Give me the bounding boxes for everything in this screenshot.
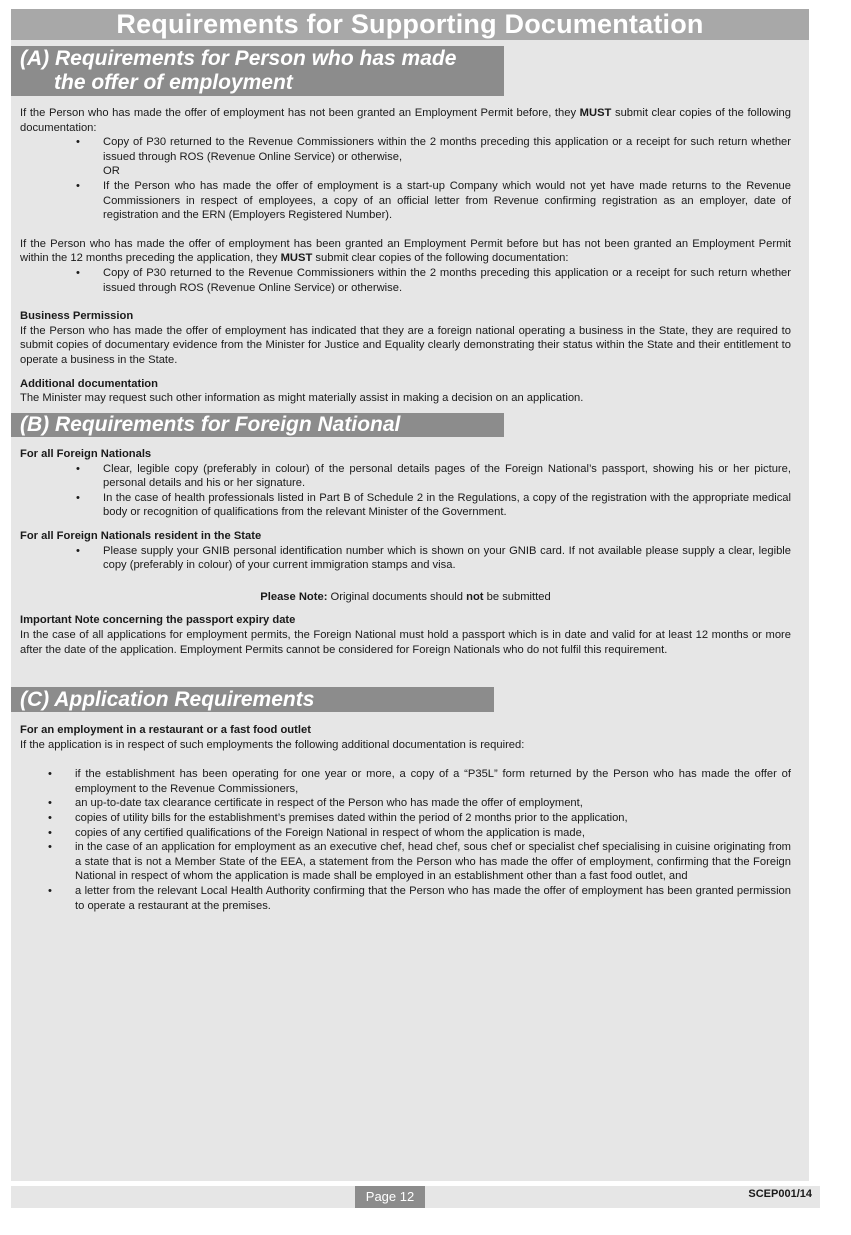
section-a-header: [11, 46, 504, 96]
page-number: Page 12: [355, 1186, 425, 1208]
resident-list: [20, 544, 791, 573]
list-item: [20, 767, 791, 796]
intro2-text: If the Person who has made the offer of employment has been granted an Employment Permit before but has not been granted an Employment Permit within the 12 months preceding the application, they: [20, 237, 791, 265]
additional-documentation-text: The Minister may request such other information as might materially assist in making a decision on an application.: [20, 392, 584, 405]
list-item-text: copies of any certified qualifications of the Foreign National in respect of whom the application is made,: [75, 826, 585, 839]
section-a-header-line1: (A) Requirements for Person who has made: [20, 47, 457, 70]
restaurant-intro: If the application is in respect of such employments the following additional documentation is required:: [20, 738, 525, 751]
page-title: Requirements for Supporting Documentation: [11, 9, 809, 40]
bullet-icon: •: [76, 179, 80, 192]
resident-heading: For all Foreign Nationals resident in the State: [20, 529, 262, 542]
intro1-text: If the Person who has made the offer of employment has not been granted an Employment Permit before, they: [20, 107, 580, 119]
bullet-icon: •: [76, 462, 80, 475]
or-text: OR: [103, 165, 120, 178]
list-item: [20, 826, 791, 841]
bullet-icon: •: [48, 797, 52, 810]
all-foreign-nationals-heading: For all Foreign Nationals: [20, 448, 152, 460]
list-item: [20, 840, 791, 884]
section-a-list1: [20, 135, 791, 223]
section-a-header-line2: the offer of employment: [54, 71, 293, 94]
please-note-text-end: be submitted: [483, 590, 551, 603]
bullet-icon: •: [48, 884, 52, 897]
list-item-text: an up-to-date tax clearance certificate in respect of the Person who has made the offer of employment,: [75, 797, 583, 810]
bullet-icon: •: [76, 136, 80, 149]
passport-expiry-text: In the case of all applications for employment permits, the Foreign National must hold a passport which is in date and valid for at least 12 months or more after the date of the application. Employment Permits cannot be considered for Foreign Nationals who do not fulfil this requirement.: [20, 628, 791, 656]
bullet-icon: •: [76, 544, 80, 557]
list-item-text: if the establishment has been operating for one year or more, a copy of a “P35L” form returned by the Person who has made the offer of employment to the Revenue Commissioners,: [75, 768, 791, 795]
bullet-icon: •: [76, 491, 80, 504]
list-item: [20, 179, 791, 223]
list-item-text: If the Person who has made the offer of employment is a start-up Company which would not yet have made returns to the Revenue Commissioners in respect of employees, a copy of an official letter from Revenue confirming registration as an employer, date of registration and the ERN (Employers Registered Number).: [103, 179, 791, 222]
section-a-intro2: [20, 237, 791, 266]
list-item-text: in the case of an application for employment as an executive chef, head chef, sous chef or specialist chef specialising in cuisine originating from a state that is not a Member State of the EEA, a statement from the Person who has made the offer of employment, confirming that the Foreign National in respect of whom the application is made shall be employed in an establishment other than a fast food outlet, and: [75, 841, 791, 883]
list-item: [20, 796, 791, 811]
bullet-icon: •: [48, 826, 52, 839]
list-item-text: copies of utility bills for the establishment’s premises dated within the period of 2 months prior to the application,: [75, 811, 628, 824]
please-note-not: not: [466, 590, 484, 603]
list-item: [20, 884, 791, 913]
intro1-text-end: submit clear copies of the following documentation:: [20, 107, 791, 134]
section-b-header: (B) Requirements for Foreign National: [11, 413, 504, 437]
intro1-must: MUST: [579, 107, 612, 119]
restaurant-heading: For an employment in a restaurant or a fast food outlet: [20, 724, 311, 736]
list-item: [20, 544, 791, 573]
intro2-text-end: submit clear copies of the following documentation:: [312, 252, 569, 265]
additional-documentation-heading: Additional documentation: [20, 377, 158, 390]
list-item-text: In the case of health professionals listed in Part B of Schedule 2 in the Regulations, a copy of the registration with the appropriate medical body or recognition of qualifications from the relevant Minister of the Government.: [103, 491, 791, 519]
list-item-text: Copy of P30 returned to the Revenue Commissioners within the 2 months preceding this application or a receipt for such return whether issued through ROS (Revenue Online Service) or otherwise,: [103, 136, 791, 163]
list-item: [20, 811, 791, 826]
bullet-icon: •: [48, 811, 52, 824]
section-a-intro1: [20, 106, 791, 135]
please-note: [20, 590, 791, 605]
business-permission-heading: Business Permission: [20, 310, 134, 323]
restaurant-list: [20, 767, 791, 913]
list-item: [20, 491, 791, 520]
section-a-content: [20, 106, 791, 406]
bullet-icon: •: [76, 266, 80, 279]
section-c-content: [20, 723, 791, 913]
all-foreign-nationals-list: [20, 462, 791, 520]
list-item-text: a letter from the relevant Local Health Authority confirming that the Person who has made the offer of employment has been granted permission to operate a restaurant at the premises.: [75, 884, 791, 912]
list-item: [20, 462, 791, 491]
bullet-icon: •: [48, 841, 52, 854]
list-item: [20, 266, 791, 295]
passport-expiry-heading: Important Note concerning the passport expiry date: [20, 614, 296, 627]
section-b-content: [20, 447, 791, 657]
section-c-header: (C) Application Requirements: [11, 687, 494, 712]
business-permission-text: If the Person who has made the offer of employment has indicated that they are a foreign national operating a business in the State, they are required to submit copies of documentary evidence from the Minister for Justice and Equality clearly demonstrating their status within the State and their entitlement to operate a business in the State.: [20, 324, 791, 366]
document-code: SCEP001/14: [748, 1188, 812, 1200]
intro2-must: MUST: [280, 252, 313, 265]
bullet-icon: •: [48, 768, 52, 781]
section-a-list2: [20, 266, 791, 295]
list-item: [20, 135, 791, 179]
list-item-text: Please supply your GNIB personal identification number which is shown on your GNIB card. If not available please supply a clear, legible copy (preferably in colour) of your current immigration stamps and visa.: [103, 544, 791, 572]
list-item-text: Clear, legible copy (preferably in colour) of the personal details pages of the Foreign National’s passport, showing his or her picture, personal details and his or her signature.: [103, 462, 791, 490]
please-note-label: Please Note:: [260, 590, 328, 603]
list-item-text: Copy of P30 returned to the Revenue Commissioners within the 2 months preceding this application or a receipt for such return whether issued through ROS (Revenue Online Service) or otherwise.: [103, 266, 791, 294]
please-note-text: Original documents should: [327, 590, 467, 603]
